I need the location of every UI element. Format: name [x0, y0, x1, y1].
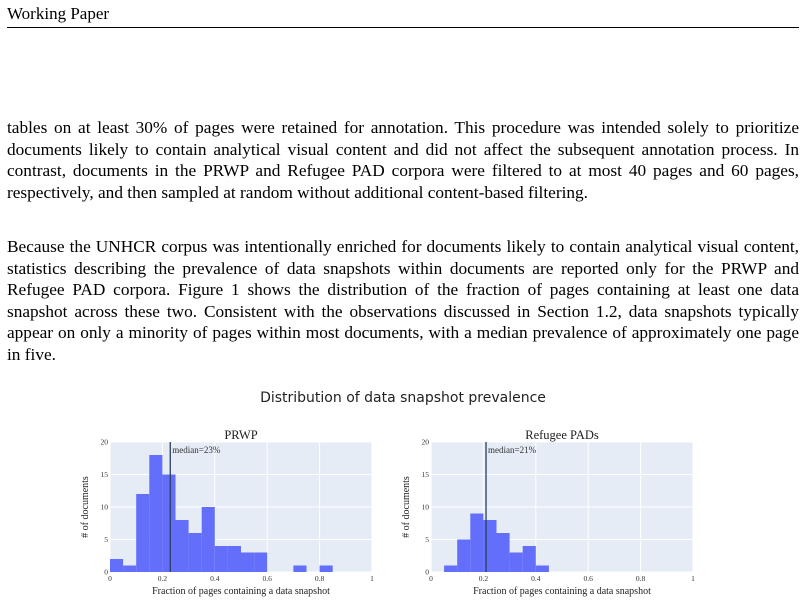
histogram-bar — [497, 533, 510, 572]
figure-title: Distribution of data snapshot prevalence — [260, 390, 546, 406]
x-tick-label: 0.8 — [314, 574, 325, 583]
y-tick-label: 10 — [100, 502, 108, 512]
histogram-bar — [254, 553, 267, 573]
histogram-bar — [215, 546, 228, 572]
y-tick-label: 15 — [421, 470, 429, 479]
y-tick-label: 0 — [104, 567, 108, 577]
x-tick-label: 1 — [691, 574, 695, 583]
panel-title: PRWP — [224, 428, 258, 442]
y-tick-label: 0 — [425, 567, 429, 577]
histogram-bar — [123, 566, 136, 573]
histogram-bar — [510, 553, 523, 573]
body-paragraph-2: Because the UNHCR corpus was intentionally enriched for documents likely to contain analytical visual content, statistics describing the prevalence of data snapshots within documents are reported only for the PRWP and Refugee PAD corpora. Figure 1 shows the distribution of the fraction of pages containing at least one data snapshot across these two. Consistent with the observations discussed in Section 1.2, data snapshots typically appear on only a minority of pages within most documents, with a median prevalence of approximately one page in five. — [7, 237, 799, 364]
histogram-bar — [241, 553, 254, 573]
x-tick-label: 0.2 — [157, 574, 168, 583]
x-axis-label: Fraction of pages containing a data snapshot — [152, 586, 330, 597]
histogram-bar — [293, 566, 306, 573]
histogram-svg — [0, 420, 806, 603]
body-paragraph-1: tables on at least 30% of pages were retained for annotation. This procedure was intended solely to prioritize documents likely to contain analytical visual content and did not affect the subsequent annotation process. In contrast, documents in the PRWP and Refugee PAD corpora were filtered to at most 40 pages and 60 pages, respectively, and then sampled at random without additional content-based filtering. — [7, 118, 799, 202]
histogram-bar — [176, 520, 189, 572]
histogram-bar — [320, 566, 333, 573]
x-axis-label: Fraction of pages containing a data snapshot — [473, 586, 651, 597]
median-label: median=23% — [172, 445, 221, 455]
y-axis-label: # of documents — [401, 476, 412, 538]
histogram-bar — [444, 566, 457, 573]
y-tick-label: 10 — [421, 502, 429, 512]
median-label: median=21% — [488, 445, 537, 455]
histogram-bar — [136, 494, 149, 572]
y-axis-label: # of documents — [80, 476, 91, 538]
x-tick-label: 0.4 — [531, 574, 541, 583]
x-tick-label: 0.6 — [262, 574, 272, 583]
x-tick-label: 0.6 — [583, 574, 593, 583]
histogram-bar — [149, 455, 162, 572]
histogram-bar — [189, 533, 202, 572]
histogram-bar — [536, 566, 549, 573]
histogram-bar — [202, 507, 215, 572]
panel-title: Refugee PADs — [525, 428, 599, 442]
x-tick-label: 0 — [108, 574, 112, 583]
histogram-bar — [483, 520, 496, 572]
histogram-bar — [110, 559, 123, 572]
x-tick-label: 0.4 — [210, 574, 220, 583]
y-tick-label: 5 — [425, 535, 429, 544]
y-tick-label: 20 — [100, 437, 108, 447]
histogram-bar — [162, 475, 175, 573]
histogram-bar — [457, 540, 470, 573]
x-tick-label: 0.2 — [478, 574, 489, 583]
y-tick-label: 15 — [100, 470, 108, 479]
header-rule — [7, 27, 799, 28]
running-header: Working Paper — [7, 4, 110, 23]
x-tick-label: 0 — [429, 574, 433, 583]
histogram-bar — [470, 514, 483, 573]
x-tick-label: 0.8 — [635, 574, 646, 583]
histogram-bar — [523, 546, 536, 572]
histogram-figure — [0, 420, 806, 603]
y-tick-label: 20 — [421, 437, 429, 447]
y-tick-label: 5 — [104, 535, 108, 544]
histogram-bar — [228, 546, 241, 572]
x-tick-label: 1 — [370, 574, 374, 583]
